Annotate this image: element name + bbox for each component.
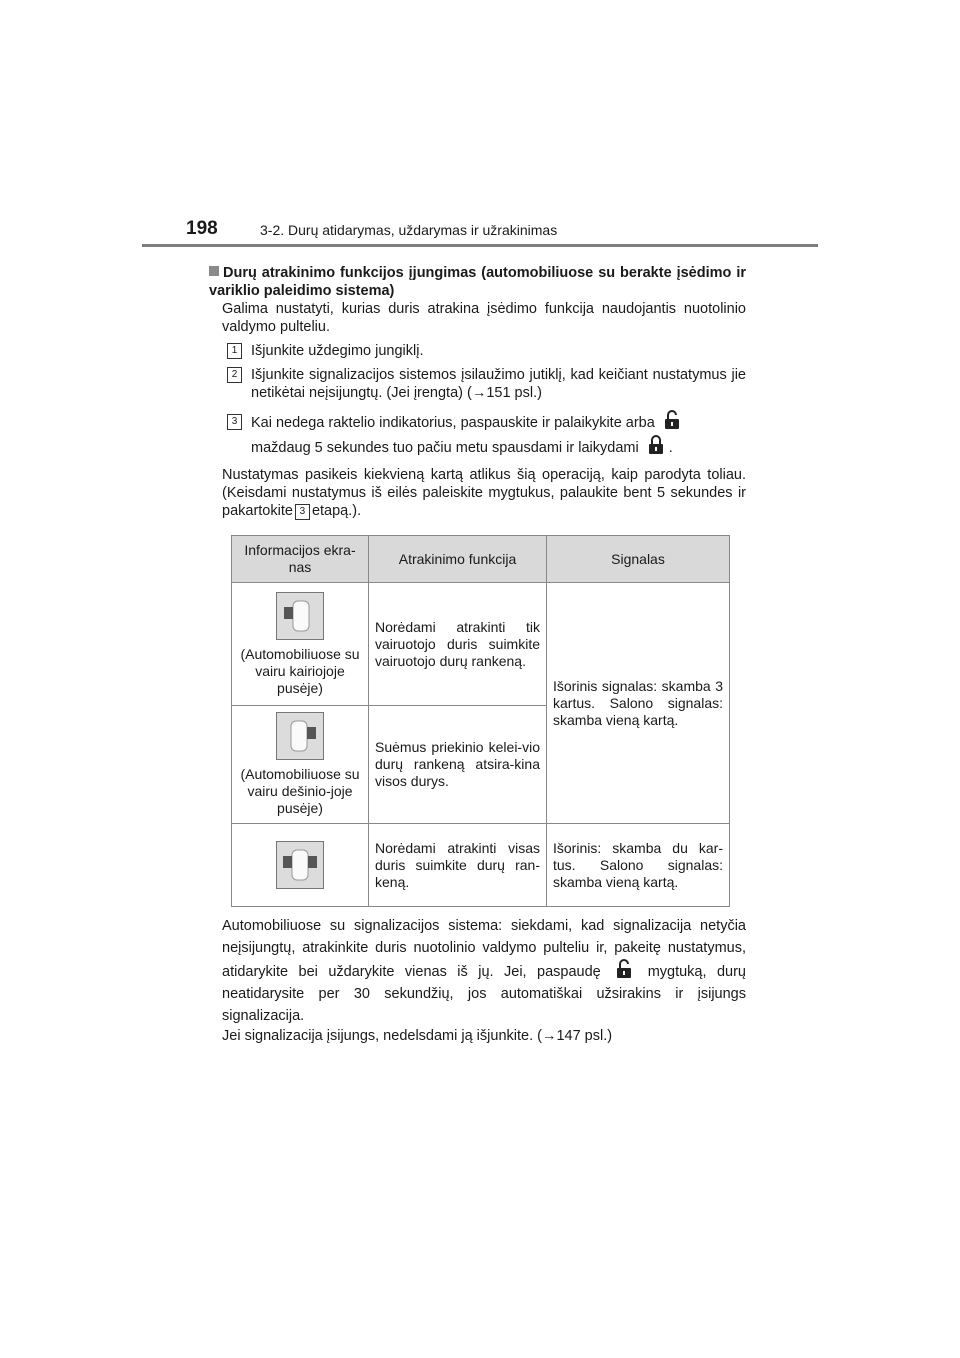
passenger-door-unlock-display-icon: [276, 712, 324, 760]
alarm-note-2: Jei signalizacija įsijungs, nedelsdami ją išjunkite. (→147 psl.): [222, 1028, 613, 1044]
table-row: [232, 824, 730, 907]
step-number-badge: 1: [227, 343, 242, 359]
display-cell: [232, 583, 369, 706]
square-bullet-icon: [209, 266, 219, 276]
display-cell: [232, 824, 369, 907]
header-section-title: 3-2. Durų atidarymas, uždarymas ir užrakinimas: [260, 222, 558, 238]
lock-icon: [647, 435, 665, 455]
table-header-cell: Atrakinimo funkcija: [369, 536, 547, 583]
page-number: 198: [186, 218, 218, 239]
function-cell: Norėdami atrakinti visas duris suimkite durų ran-keną.: [369, 824, 547, 907]
step-2: [222, 366, 746, 402]
step-number-badge: 3: [227, 414, 242, 430]
page-header: [142, 214, 818, 246]
section-intro: Galima nustatyti, kurias duris atrakina įsėdimo funkcija naudojantis nuotolinio valdymo pulteliu.: [222, 301, 746, 335]
table-row: [232, 583, 730, 706]
page-content: [209, 264, 746, 1045]
all-doors-unlock-display-icon: [276, 841, 324, 889]
step-text-a: Kai nedega raktelio indikatorius, paspauskite ir palaikykite arba: [251, 415, 655, 431]
display-cell: [232, 706, 369, 824]
signal-cell: Išorinis signalas: skamba 3 kartus. Salono signalas: skamba vieną kartą.: [547, 583, 730, 824]
table-header-row: [232, 536, 730, 583]
unlock-icon: [615, 959, 633, 979]
settings-table: [231, 535, 730, 907]
unlock-icon: [663, 410, 681, 430]
step-ref-badge: 3: [295, 504, 310, 520]
step-1: [222, 342, 746, 360]
header-rule: [142, 244, 818, 247]
step-text: Išjunkite signalizacijos sistemos įsilaužimo jutiklį, kad keičiant nustatymus jie netikėtai neįsijungtų. (Jei įrengta) (→151 psl.): [251, 367, 746, 401]
display-caption: (Automobiliuose su vairu dešinio-joje pusėje): [240, 766, 360, 816]
signal-cell: Išorinis: skamba du kar-tus. Salono signalas: skamba vieną kartą.: [547, 824, 730, 907]
function-cell: Suėmus priekinio kelei-vio durų rankeną atsira-kina visos durys.: [369, 706, 547, 824]
step-3: 3 Kai nedega raktelio indikatorius, paspauskite ir palaikykite arba maždaug 5 sekundes tuo pačiu metu spausdami ir laikydami .: [222, 410, 746, 460]
section-title: Durų atrakinimo funkcijos įjungimas (automobiliuose su berakte įsėdimo ir variklio paleidimo sistema): [209, 265, 746, 299]
step-number-badge: 2: [227, 367, 242, 383]
alarm-note: Automobiliuose su signalizacijos sistema: siekdami, kad signalizacija netyčia neįsijungtų, atrakinkite duris nuotolinio valdymo pulteliu ir, pakeitę nustatymus, atidarykite bei uždarykite vienas iš jų. Jei, paspaudę mygtuką, durų neatidarysite per 30 sekundžių, jos automatiškai užsirakins ir įsijungs signalizacija.: [222, 918, 747, 1024]
driver-door-unlock-display-icon: [276, 592, 324, 640]
table-header-cell: Informacijos ekra-nas: [232, 536, 369, 583]
step-text-b: maždaug 5 sekundes tuo pačiu metu spausdami ir laikydami: [251, 440, 639, 456]
table-header-cell: Signalas: [547, 536, 730, 583]
function-cell: Norėdami atrakinti tik vairuotojo duris suimkite vairuotojo durų rankeną.: [369, 583, 547, 706]
step-text: Išjunkite uždegimo jungiklį.: [251, 343, 424, 359]
note-paragraph: Nustatymas pasikeis kiekvieną kartą atlikus šią operaciją, kaip parodyta toliau. (Keisdami nustatymus iš eilės paleiskite mygtukus, palaukite bent 5 sekundes ir pakartokite 3 etapą.).: [222, 467, 746, 519]
display-caption: (Automobiliuose su vairu kairiojoje pusėje): [240, 645, 360, 696]
